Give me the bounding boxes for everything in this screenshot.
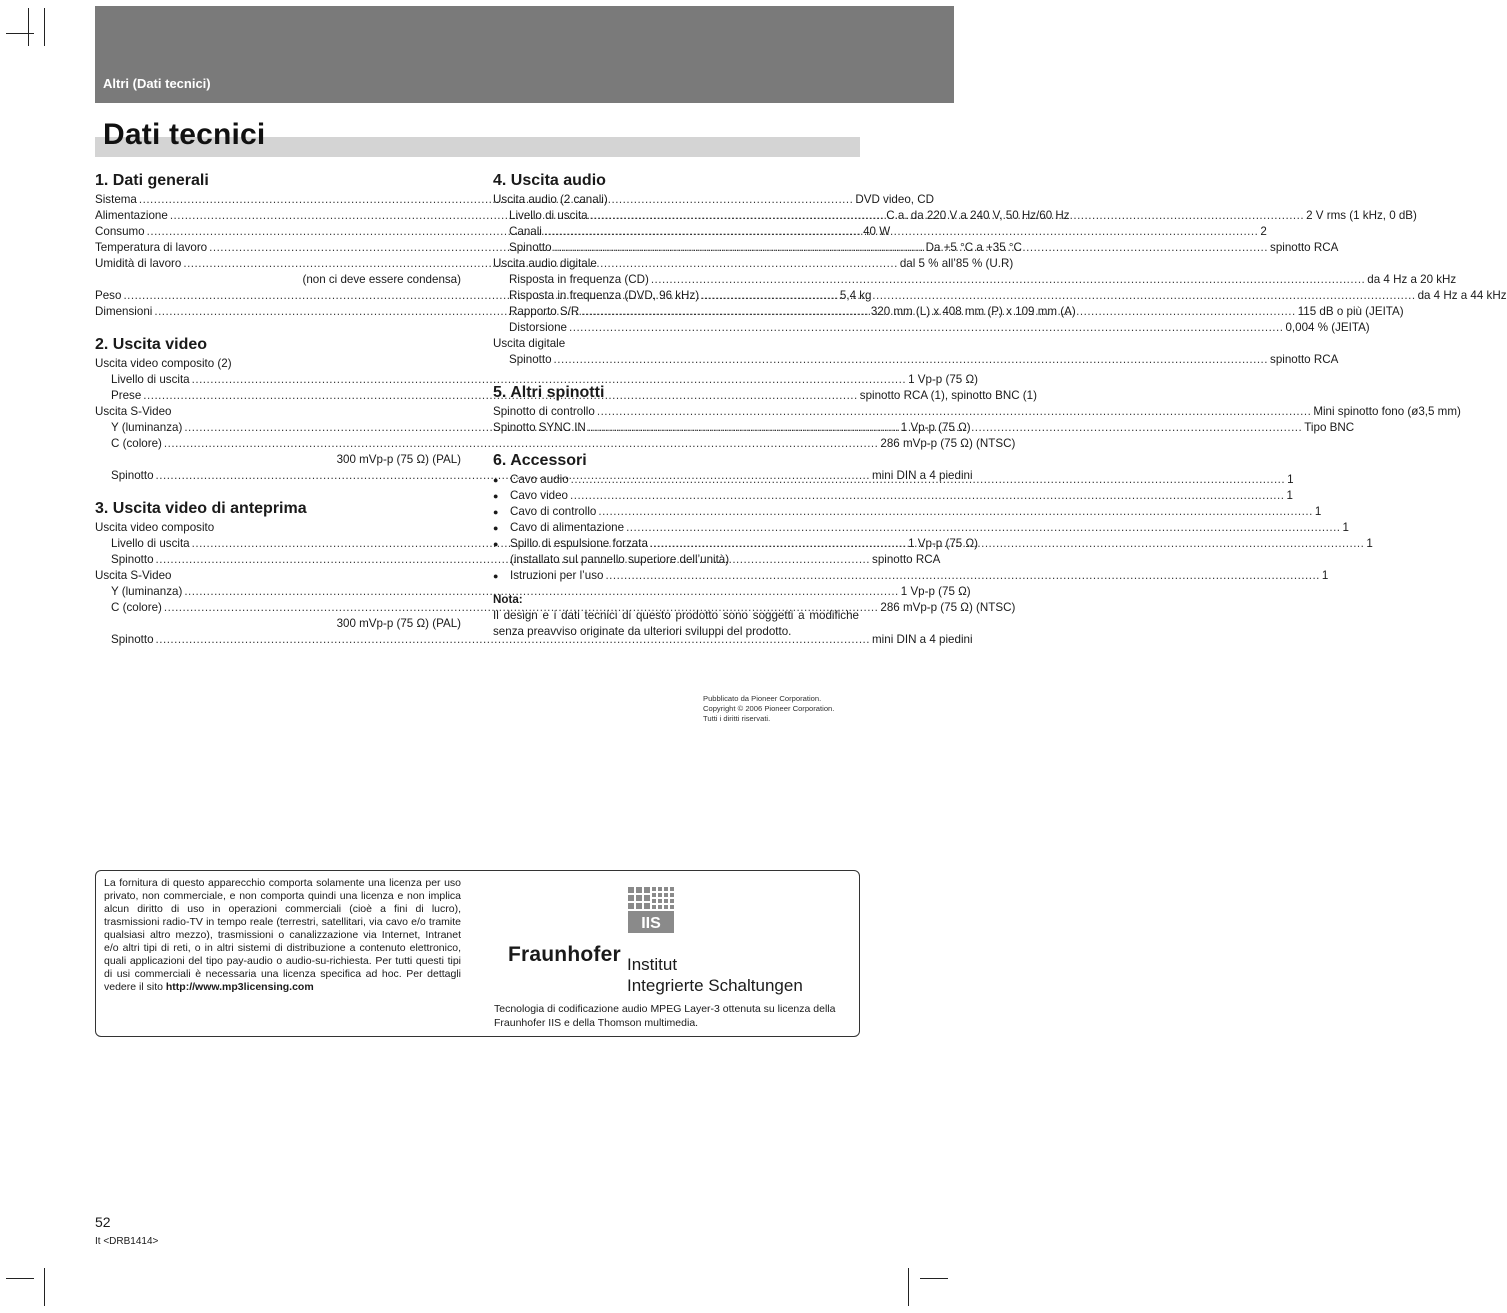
bullet-icon: ● (493, 571, 499, 581)
spec-key: Canali (509, 225, 542, 238)
spec-value: da 4 Hz a 20 kHz (1367, 273, 1457, 286)
spec-key: Cavo di controllo (510, 505, 597, 518)
spec-value: 1 (1286, 489, 1293, 502)
crop-mark (44, 1268, 45, 1306)
spec-value: 286 mVp-p (75 Ω) (NTSC) (880, 437, 1016, 450)
spec-value: 1 (1366, 537, 1373, 550)
section-heading: 2. Uscita video (95, 336, 208, 353)
spec-value: C.a. da 220 V a 240 V, 50 Hz/60 Hz (886, 209, 1070, 222)
publisher-line: Pubblicato da Pioneer Corporation. (703, 694, 822, 703)
leader-dots (626, 520, 1340, 536)
publisher-info (703, 694, 834, 724)
spec-key: C (colore) (111, 601, 162, 614)
spec-value: 2 (1260, 225, 1267, 238)
section-heading: 4. Uscita audio (493, 172, 606, 189)
spec-key: Spinotto (111, 553, 154, 566)
leader-dots (590, 208, 1304, 224)
note-text: Il design e i dati tecnici di questo prodotto sono soggetti a modifiche senza preavviso originate da ulteriori sviluppi del prodotto. (493, 609, 859, 638)
crop-mark (28, 8, 29, 46)
spec-key: Spillo di espulsione forzata (510, 537, 648, 550)
page-header-band (95, 6, 954, 103)
spec-key: Umidità di lavoro (95, 257, 182, 270)
list-item (493, 520, 1349, 536)
fraunhofer-iis-logo-icon (628, 887, 674, 933)
spec-row (95, 436, 1016, 452)
spec-subheading: Uscita video composito (95, 521, 215, 534)
leader-dots (544, 224, 1258, 240)
spec-key: Y (luminanza) (111, 585, 183, 598)
crop-mark (908, 1268, 909, 1306)
header-section-label: Altri (Dati tecnici) (103, 76, 211, 91)
spec-value: 1 Vp-p (75 Ω) (900, 585, 971, 598)
copyright-line: Copyright © 2006 Pioneer Corporation. (703, 704, 835, 713)
section-heading: 5. Altri spinotti (493, 384, 605, 401)
spec-value: 1 (1314, 505, 1322, 518)
spec-key: Spinotto SYNC IN (493, 421, 586, 434)
spec-value: 320 mm (L) x 408 mm (P) x 109 mm (A) (870, 305, 1076, 318)
spec-value: 40 W (863, 225, 891, 238)
spec-row (95, 372, 978, 388)
crop-mark (920, 1278, 948, 1279)
spec-key: Temperatura di lavoro (95, 241, 208, 254)
spec-value: 2 V rms (1 kHz, 0 dB) (1306, 209, 1417, 222)
spec-key: Consumo (95, 225, 145, 238)
spec-key: Risposta in frequenza (DVD, 96 kHz) (509, 289, 700, 302)
spec-row (493, 352, 1339, 368)
leader-dots (701, 288, 1415, 304)
spec-value: 1 Vp-p (75 Ω) (908, 373, 978, 386)
leader-dots (554, 240, 1268, 256)
spec-value: DVD video, CD (855, 193, 934, 206)
section-heading: 1. Dati generali (95, 172, 209, 189)
leader-dots (554, 352, 1268, 368)
spec-value: spinotto RCA (872, 553, 941, 566)
spec-key: Spinotto (111, 469, 154, 482)
spec-value: spinotto RCA (1), spinotto BNC (1) (859, 389, 1037, 402)
spec-value: spinotto RCA (1270, 353, 1339, 366)
spec-row (493, 404, 1461, 420)
spec-value: 1 (1342, 521, 1349, 534)
spec-key: Spinotto (111, 633, 154, 646)
spec-key: Distorsione (509, 321, 567, 334)
leader-dots (571, 472, 1285, 488)
spec-value: Tipo BNC (1304, 421, 1355, 434)
spec-value: Da +5 °C a +35 °C (925, 241, 1022, 254)
leader-dots (598, 504, 1312, 520)
bullet-icon: ● (493, 539, 499, 549)
spec-key: Cavo audio (510, 473, 569, 486)
institut-line1: Institut (627, 955, 678, 974)
bullet-icon: ● (493, 475, 499, 485)
spec-value: 286 mVp-p (75 Ω) (NTSC) (880, 601, 1016, 614)
spec-key: Alimentazione (95, 209, 168, 222)
spec-key: Prese (111, 389, 142, 402)
spec-row (95, 600, 1016, 616)
spec-key: Spinotto (509, 241, 552, 254)
spec-key: Peso (95, 289, 122, 302)
note-title: Nota: (493, 593, 523, 606)
spec-value: 5,4 kg (839, 289, 872, 302)
spec-key: Y (luminanza) (111, 421, 183, 434)
crop-mark (44, 8, 45, 46)
bullet-icon: ● (493, 507, 499, 517)
spec-key: Risposta in frequenza (CD) (509, 273, 649, 286)
spec-subheading: Uscita video composito (2) (95, 357, 232, 370)
spec-value: spinotto RCA (1270, 241, 1339, 254)
spec-continuation: (non ci deve essere condensa) (302, 273, 461, 286)
spec-key: Sistema (95, 193, 137, 206)
spec-row (493, 288, 1507, 304)
spec-key: C (colore) (111, 437, 162, 450)
bullet-icon: ● (493, 491, 499, 501)
logo-text: IIS (641, 915, 661, 932)
leader-dots (581, 304, 1295, 320)
spec-value: 1 (1321, 569, 1329, 582)
crop-mark (6, 33, 34, 34)
license-box (95, 870, 860, 1037)
spec-subheading: Uscita S-Video (95, 405, 172, 418)
spec-continuation: 300 mVp-p (75 Ω) (PAL) (336, 453, 461, 466)
spec-subheading: Uscita S-Video (95, 569, 172, 582)
leader-dots (597, 404, 1311, 420)
list-item (493, 504, 1322, 520)
spec-key: Livello di uscita (509, 209, 588, 222)
spec-value: 1 Vp-p (75 Ω) (908, 537, 978, 550)
leader-dots (569, 320, 1283, 336)
page-title: Dati tecnici (103, 118, 266, 151)
spec-key: Rapporto S/R (509, 305, 580, 318)
document-code: It <DRB1414> (95, 1236, 159, 1247)
spec-subheading: Uscita digitale (493, 337, 566, 350)
spec-value: mini DIN a 4 piedini (872, 633, 973, 646)
spec-value: da 4 Hz a 44 kHz (1417, 289, 1507, 302)
spec-value: 1 Vp-p (75 Ω) (900, 421, 971, 434)
bullet-icon: ● (493, 523, 499, 533)
spec-key: Livello di uscita (111, 373, 190, 386)
list-item (493, 488, 1293, 504)
spec-key: Livello di uscita (111, 537, 190, 550)
spec-key: Dimensioni (95, 305, 153, 318)
list-item-note: (installato sul pannello superiore dell’unità) (510, 553, 730, 566)
license-text (104, 877, 461, 994)
spec-key: Spinotto di controllo (493, 405, 595, 418)
crop-mark (6, 1278, 34, 1279)
page-number: 52 (95, 1214, 111, 1230)
license-body: La fornitura di questo apparecchio comporta solamente una licenza per uso privato, non commerciale, e non comporta quindi una licenza e non implica alcun diritto di uso in operazioni commerciali (cioè a fini di lucro), trasmissioni radio-TV in tempo reale (terrestri, satellitari, via cavo e/o tramite qualsiasi altro mezzo), trasmissioni o canalizzazione via Internet, Intranet e/o altri tipi di reti, o in altri sistemi di distribuzione a contenuto elettronico, quali applicazioni del tipo pay-audio o audio-su-richiesta. Per tutti questi tipi di usi commerciali è necessaria una licenza specifica ad hoc. Per dettagli vedere il sito (104, 877, 461, 993)
leader-dots (588, 420, 1302, 436)
rights-line: Tutti i diritti riservati. (703, 714, 771, 723)
leader-dots (650, 536, 1364, 552)
spec-value: 0,004 % (JEITA) (1285, 321, 1370, 334)
spec-value: 115 dB o più (JEITA) (1297, 305, 1404, 318)
institut-line2: Integrierte Schaltungen (627, 976, 803, 995)
spec-subheading: Uscita audio (2 canali) (493, 193, 608, 206)
leader-dots (605, 568, 1319, 584)
spec-value: Mini spinotto fono (ø3,5 mm) (1313, 405, 1461, 418)
license-url: http://www.mp3licensing.com (165, 981, 314, 993)
fraunhofer-name: Fraunhofer (508, 943, 621, 966)
spec-row (95, 632, 973, 648)
spec-continuation: 300 mVp-p (75 Ω) (PAL) (336, 617, 461, 630)
list-item (493, 568, 1329, 584)
spec-row (493, 272, 1457, 288)
spec-value: mini DIN a 4 piedini (872, 469, 973, 482)
spec-key: Cavo video (510, 489, 569, 502)
spec-value: 1 (1287, 473, 1294, 486)
license-technology-desc: Tecnologia di codificazione audio MPEG Layer-3 ottenuta su licenza della Fraunhofer IIS e della Thomson multimedia. (494, 1003, 836, 1029)
spec-key: Spinotto (509, 353, 552, 366)
spec-subheading: Uscita audio digitale (493, 257, 597, 270)
spec-key: Cavo di alimentazione (510, 521, 625, 534)
spec-key: Istruzioni per l’uso (510, 569, 604, 582)
spec-value: dal 5 % all’85 % (U.R) (899, 257, 1014, 270)
section-heading: 3. Uscita video di anteprima (95, 500, 307, 517)
leader-dots (570, 488, 1284, 504)
spec-row (493, 320, 1370, 336)
leader-dots (651, 272, 1365, 288)
section-heading: 6. Accessori (493, 452, 587, 469)
